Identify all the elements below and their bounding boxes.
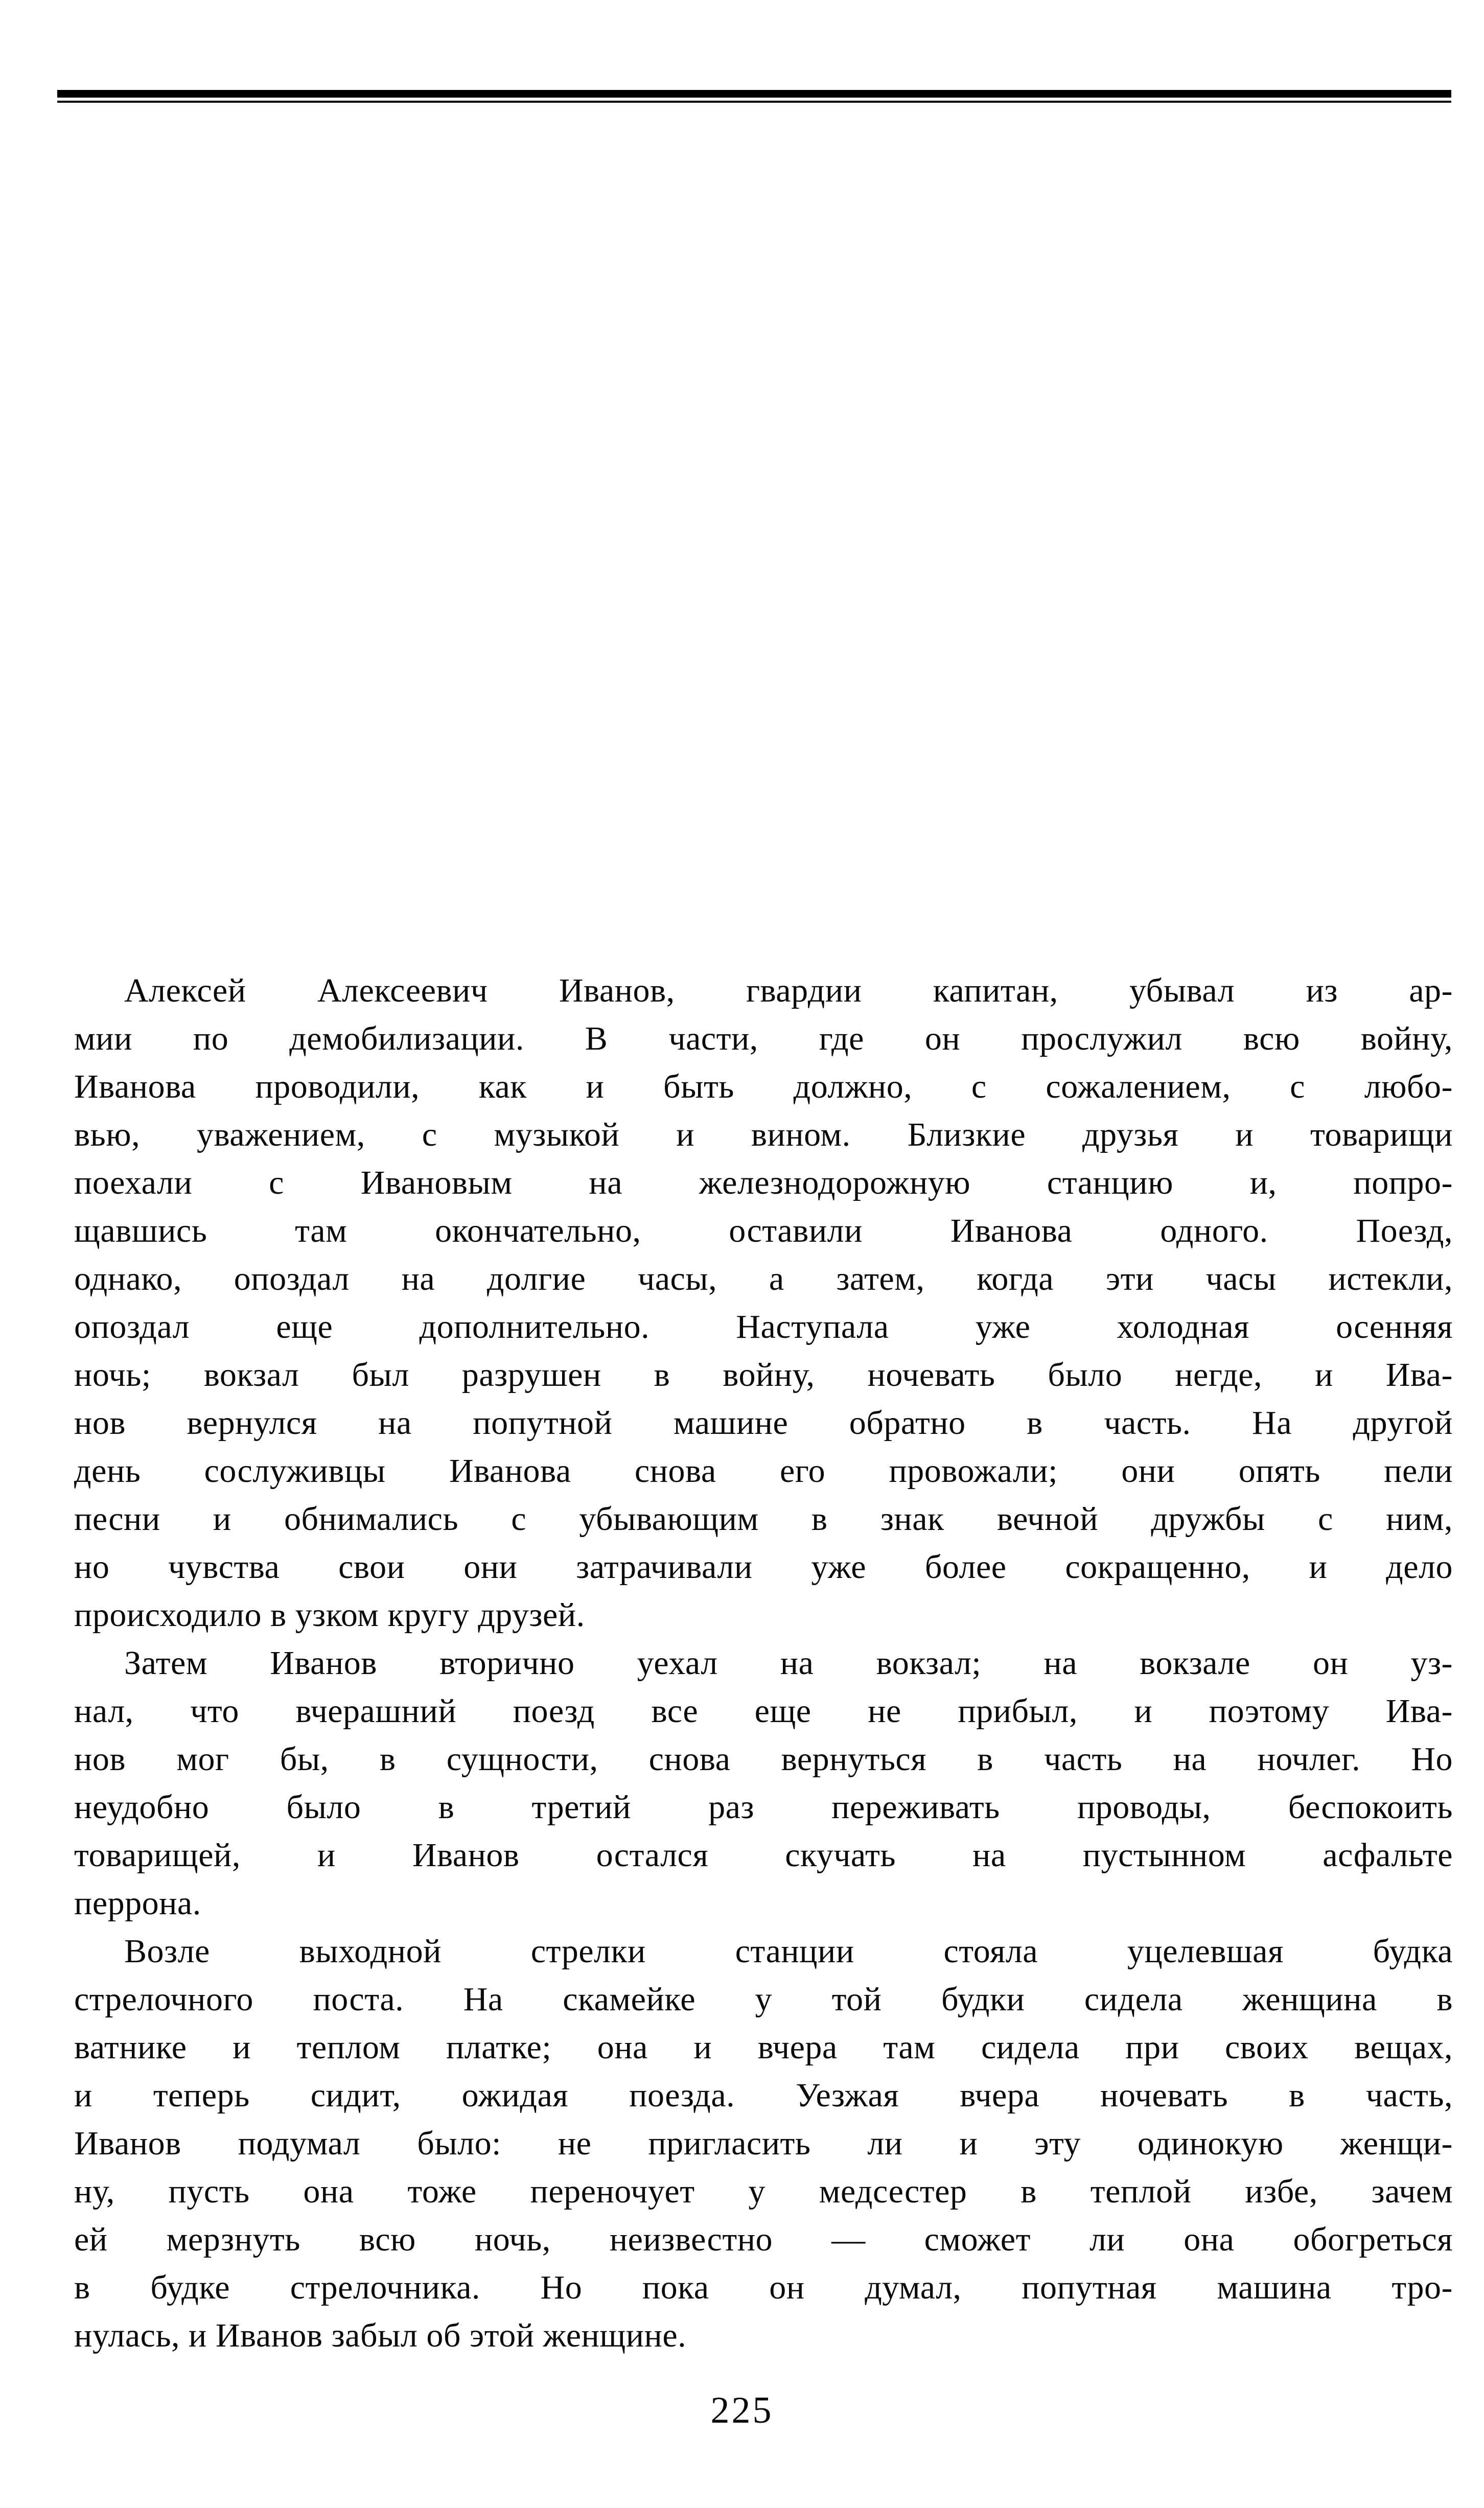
text-line: песни и обнимались с убывающим в знак вечной дружбы с ним, (74, 1500, 1453, 1538)
text-line: товарищей, и Иванов остался скучать на пустынном асфальте (74, 1837, 1453, 1874)
text-line: нулась, и Иванов забыл об этой женщине. (74, 2317, 687, 2354)
text-line: в будке стрелочника. Но пока он думал, попутная машина тро- (74, 2269, 1453, 2306)
text-block (74, 967, 1453, 2360)
text-line: щавшись там окончательно, оставили Иванова одного. Поезд, (74, 1212, 1453, 1249)
page-number: 225 (710, 2389, 774, 2431)
text-line: опоздал еще дополнительно. Наступала уже холодная осенняя (74, 1308, 1453, 1345)
header-rule-thin (57, 101, 1451, 103)
text-line: Возле выходной стрелки станции стояла уцелевшая будка (124, 1933, 1453, 1970)
text-line: поехали с Ивановым на железнодорожную станцию и, попро- (74, 1164, 1453, 1201)
text-line: происходило в узком кругу друзей. (74, 1596, 585, 1634)
text-line: Иванов подумал было: не пригласить ли и эту одинокую женщи- (74, 2125, 1453, 2162)
text-line: неудобно было в третий раз переживать проводы, беспокоить (74, 1789, 1453, 1826)
text-line: нов вернулся на попутной машине обратно в часть. На другой (74, 1404, 1453, 1442)
text-line: стрелочного поста. На скамейке у той будки сидела женщина в (74, 1981, 1453, 2018)
text-line: ночь; вокзал был разрушен в войну, ночевать было негде, и Ива- (74, 1356, 1453, 1394)
text-line: мии по демобилизации. В части, где он прослужил всю войну, (74, 1020, 1453, 1057)
header-rule-thick (57, 90, 1451, 98)
text-line: Затем Иванов вторично уехал на вокзал; на вокзале он уз- (124, 1644, 1453, 1682)
text-line: Алексей Алексеевич Иванов, гвардии капитан, убывал из ар- (124, 972, 1453, 1009)
paragraph-3 (74, 1928, 1453, 2360)
text-line: вью, уважением, с музыкой и вином. Близкие друзья и товарищи (74, 1116, 1453, 1153)
text-line: однако, опоздал на долгие часы, а затем, когда эти часы истекли, (74, 1260, 1453, 1297)
text-line: нал, что вчерашний поезд все еще не прибыл, и поэтому Ива- (74, 1692, 1453, 1730)
text-line: но чувства свои они затрачивали уже более сокращенно, и дело (74, 1548, 1453, 1586)
text-line: ватнике и теплом платке; она и вчера там сидела при своих вещах, (74, 2029, 1453, 2066)
text-line: день сослуживцы Иванова снова его провожали; они опять пели (74, 1452, 1453, 1490)
paragraph-2 (74, 1639, 1453, 1928)
text-line: ну, пусть она тоже переночует у медсестер в теплой избе, зачем (74, 2173, 1453, 2210)
text-line: ей мерзнуть всю ночь, неизвестно — сможет ли она обогреться (74, 2221, 1453, 2258)
paragraph-1 (74, 967, 1453, 1639)
text-line: нов мог бы, в сущности, снова вернуться в часть на ночлег. Но (74, 1740, 1453, 1778)
text-line: перрона. (74, 1885, 201, 1922)
text-line: и теперь сидит, ожидая поезда. Уезжая вчера ночевать в часть, (74, 2077, 1453, 2114)
text-line: Иванова проводили, как и быть должно, с сожалением, с любо- (74, 1068, 1453, 1105)
